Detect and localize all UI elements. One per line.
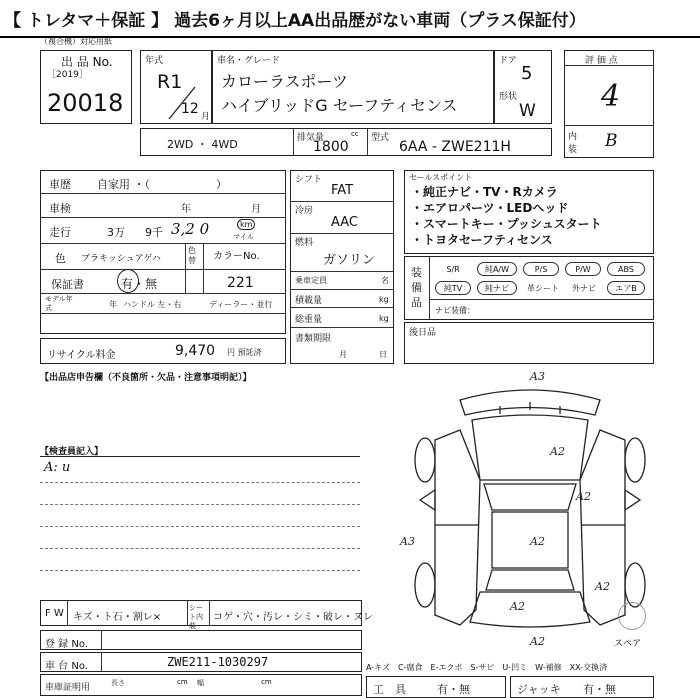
year-month-unit: 月 (201, 112, 211, 122)
aircon-label: 冷房 (295, 206, 314, 216)
lot-label: 出 品 No. (61, 55, 113, 69)
handle-value: ハンドル 左・右 (123, 300, 182, 309)
model-year-label: モデル年式 (45, 295, 73, 312)
capacity-unit: 名 (381, 276, 389, 285)
color-code: 221 (227, 275, 254, 291)
equip-leather: 革シート (527, 284, 559, 293)
mark-right-rear: A2 (595, 580, 610, 593)
spec-column (290, 170, 394, 364)
mileage-handwritten: 3,2 0 (171, 220, 210, 238)
lot-number: 20018 (47, 89, 124, 117)
disp-label: 排気量 (297, 133, 325, 143)
shape-value: W (519, 101, 536, 121)
payload-label: 積載量 (295, 296, 323, 306)
recycle-unit: 円 預託済 (227, 348, 262, 357)
seat-label: シート内装 (189, 604, 203, 630)
repair-box (404, 322, 654, 364)
warranty-label: 保証書 (51, 278, 84, 291)
mark-right-door: A2 (576, 490, 591, 503)
history-label: 車歴 (49, 178, 71, 191)
color-value: ブラキッシュアゲハ (81, 254, 161, 264)
weight-label: 総重量 (295, 315, 323, 325)
size-length-cm: cm (177, 678, 188, 686)
color-code-label: カラーNo. (213, 251, 260, 262)
mileage-sen: 9千 (145, 226, 163, 239)
mileage-label: 走行 (49, 226, 71, 239)
disp-value: 1800 (313, 139, 349, 155)
size-label: 車庫証明用 (45, 683, 91, 693)
sales-points (404, 170, 654, 254)
header-title: 【 トレタマ＋保証 】 過去6ヶ月以上AA出品歴がない車両（プラス保証付） (4, 11, 586, 31)
shift-value: FAT (331, 183, 354, 198)
vehicle-info-table (40, 170, 286, 334)
equip-ext-navi: 外ナビ (572, 284, 596, 293)
sales-point-3: ・スマートキー・プッシュスタート (411, 217, 602, 231)
lot-box (40, 50, 132, 124)
spare-tire-icon (618, 602, 646, 630)
deadline-unit: 月 (339, 350, 347, 359)
rating-score: 4 (601, 79, 621, 114)
jack-value: 有・無 (583, 683, 616, 696)
notes-label: 【出品店申告欄（不良箇所・欠品・注意事項明記）】 (40, 373, 252, 383)
drive-row (140, 128, 552, 156)
corner-note: （複合機）対応用紙 (40, 37, 112, 46)
mileage-km: km (237, 219, 255, 230)
size-row (40, 674, 362, 696)
sales-point-1: ・純正ナビ・TV・Rカメラ (411, 185, 558, 199)
lot-year: ［2019］ (47, 70, 88, 80)
sales-point-4: ・トヨタセーフティセンス (411, 233, 553, 247)
warranty-value: 有・無 (121, 277, 158, 291)
chassis-label: 車 台 No. (45, 661, 88, 672)
equipment-box (404, 256, 654, 320)
shift-label: シフト (295, 175, 323, 185)
chassis-row (40, 652, 362, 672)
register-row (40, 630, 362, 650)
year-era: R1 (157, 71, 183, 93)
equip-pw: P/W (565, 262, 601, 276)
car-box (212, 50, 494, 124)
model-label: 型式 (371, 133, 390, 143)
color-change-label: 色替 (188, 246, 196, 265)
inspection-month: 月 (251, 204, 261, 215)
fuel-value: ガソリン (323, 253, 376, 268)
inspection-year: 年 (181, 204, 191, 215)
repair-label: 後日品 (409, 328, 437, 338)
recycle-value: 9,470 (175, 343, 216, 359)
equip-tv: 純TV (435, 281, 471, 295)
year-box (140, 50, 212, 124)
car-grade: ハイブリッドG セーフティセンス (221, 96, 458, 115)
equip-airbag: エアB (607, 281, 645, 295)
weight-unit: kg (379, 314, 389, 323)
model-year-unit: 年 (109, 300, 117, 309)
doors-value: 5 (521, 63, 533, 84)
damage-legend: A-キズ C-腐食 E-エクボ S-サビ U-凹ミ W-補修 XX-交換済 (366, 663, 608, 672)
interior-label: 内装 (568, 132, 578, 155)
equip-navi: 純ナビ (477, 281, 517, 295)
fw-items: キズ・ト石・割レ× (73, 612, 162, 623)
mark-roof: A2 (530, 535, 545, 548)
disp-unit: cc (351, 130, 359, 138)
fw-row (40, 600, 373, 630)
fuel-label: 燃料 (295, 238, 314, 248)
fw-label: F W (45, 608, 64, 619)
shape-label: 形状 (499, 92, 518, 102)
door-box (494, 50, 552, 124)
sales-label: セールスポイント (409, 173, 473, 182)
mileage-man: 3万 (107, 226, 125, 239)
model-value: 6AA - ZWE211H (399, 139, 511, 155)
rating-label: 評 価 点 (585, 56, 618, 66)
equip-abs: ABS (607, 262, 645, 276)
size-width-cm: cm (261, 678, 272, 686)
size-length: 長さ (111, 679, 125, 687)
color-label: 色 (55, 252, 66, 265)
interior-score: B (605, 131, 618, 151)
deadline-day: 日 (379, 350, 387, 359)
warranty-circle (117, 269, 139, 293)
jack-label: ジャッキ (517, 683, 561, 696)
mark-hood: A2 (550, 445, 565, 458)
deadline-label: 書類期限 (295, 334, 332, 344)
inspector-label: 【検査員記入】 (40, 447, 104, 457)
inspection-label: 車検 (49, 202, 71, 215)
header-banner (0, 0, 700, 38)
jack-row (510, 676, 654, 698)
aircon-value: AAC (331, 215, 358, 230)
mark-rear: A2 (510, 600, 525, 613)
recycle-row (40, 338, 286, 364)
doors-label: ドア (499, 56, 517, 66)
chassis-value: ZWE211-1030297 (167, 655, 269, 669)
history-value: 自家用 ・（ ） (97, 178, 227, 191)
mark-trunk: A2 (530, 635, 545, 648)
car-name-label: 車名・グレード (217, 56, 281, 66)
drive-text: 2WD ・ 4WD (167, 138, 238, 151)
rating-box (564, 50, 654, 158)
dealer-value: ディーラー・並行 (209, 300, 273, 309)
equip-aw: 純A/W (477, 262, 517, 276)
payload-unit: kg (379, 295, 389, 304)
seat-items: コゲ・穴・汚レ・シミ・破レ・ヌレ (213, 612, 373, 623)
year-month: 12 (181, 101, 199, 117)
year-label: 年式 (145, 56, 164, 66)
register-label: 登 録 No. (45, 639, 88, 650)
car-name: カローラスポーツ (221, 72, 348, 91)
equip-ps: P/S (523, 262, 559, 276)
equipment-label: 装備品 (411, 266, 422, 309)
navi-label: ナビ装備： (435, 306, 475, 315)
size-width: 幅 (197, 679, 204, 687)
mileage-mile: マイル (233, 233, 254, 241)
recycle-label: リサイクル料金 (47, 350, 116, 361)
inspector-note: A: u (44, 460, 71, 475)
capacity-label: 乗車定員 (295, 276, 327, 285)
tools-label: 工 具 (373, 683, 406, 696)
mark-front: A3 (530, 370, 545, 383)
mark-left: A3 (400, 535, 415, 548)
tools-row (366, 676, 506, 698)
equip-sr: S/R (446, 265, 460, 274)
tools-value: 有・無 (437, 683, 470, 696)
spare-label: スペア (614, 639, 642, 649)
sales-point-2: ・エアロパーツ・LEDヘッド (411, 201, 569, 215)
